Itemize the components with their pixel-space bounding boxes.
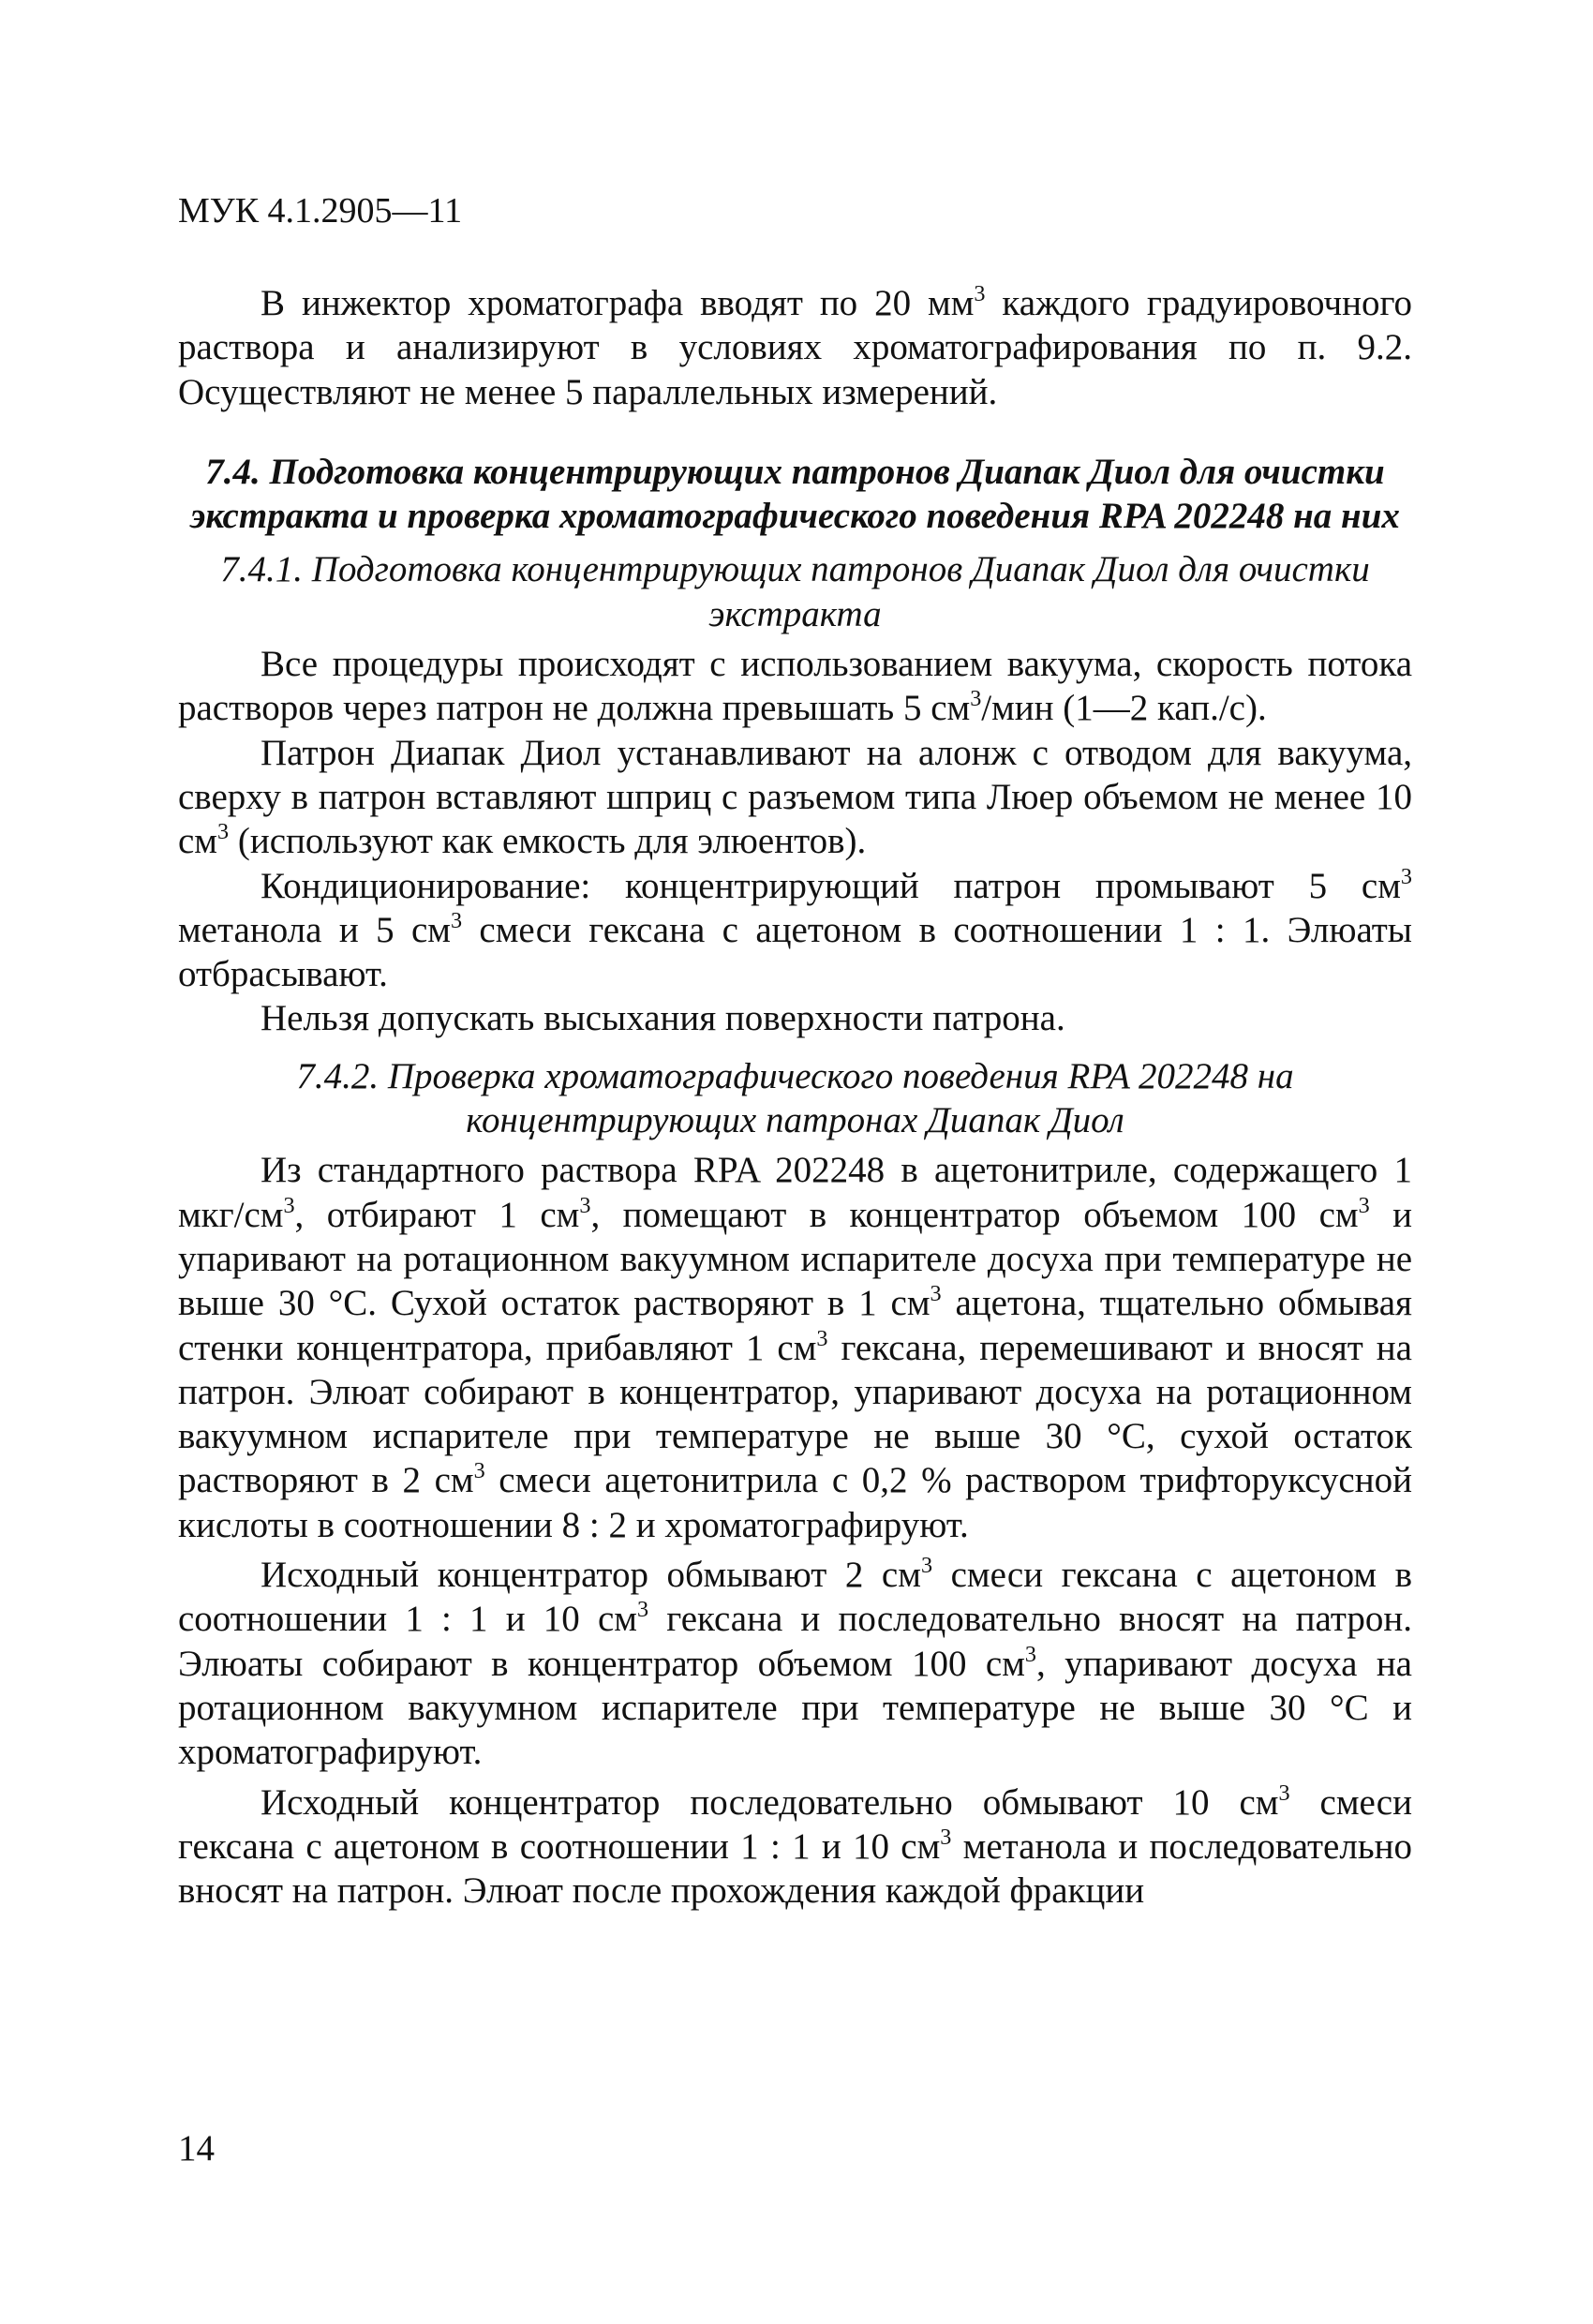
section-7-4-1-title: 7.4.1. Подготовка концентрирующих патронов Диапак Диол для очистки экстракта — [220, 549, 1370, 634]
page-number: 14 — [178, 2128, 215, 2168]
paragraph-no-drying: Нельзя допускать высыхания поверхности патрона. — [261, 998, 1065, 1039]
body-text — [178, 281, 1412, 1913]
paragraph-standard-solution: Из стандартного раствора RPA 202248 в ацетонитриле, содержащего 1 мкг/$см^3$, отбирают 1 $см^3$, помещают в концентратор объемом 100 $см^3$ и упаривают на ротационном вакуумном испарителе досуха при температуре не выше 30 °С. Сухой остаток растворяют в 1 $см^3$ ацетона, тщательно обмывая стенки концентратора, прибавляют 1 $см^3$ гексана, перемешивают и вносят на патрон. Элюат собирают в концентратор, упаривают досуха на ротационном вакуумном испарителе при температуре не выше 30 °С, сухой остаток растворяют в 2 $см^3$ смеси ацетонитрила с 0,2 % раствором трифторуксусной кислоты в соотношении 8 : 2 и хроматографируют. — [178, 1150, 1413, 1545]
intro-paragraph: В инжектор хроматографа вводят по 20 $мм^3$ каждого градуировочного раствора и анализируют в условиях хроматографирования по п. 9.2. Осуществляют не менее 5 параллельных измерений. — [178, 281, 1413, 412]
section-7-4-title: 7.4. Подготовка концентрирующих патронов Диапак Диол для очистки экстракта и проверка хроматографического поведения RPA 202248 на них — [190, 451, 1400, 537]
paragraph-conditioning: Кондиционирование: концентрирующий патрон промывают 5 $см^3$ метанола и 5 $см^3$ смеси гексана с ацетоном в соотношении 1 : 1. Элюаты отбрасывают. — [178, 863, 1412, 995]
paragraph-rinse-methanol: Исходный концентратор последовательно обмывают 10 $см^3$ смеси гексана с ацетоном в соотношении 1 : 1 и 10 $см^3$ метанола и последовательно вносят на патрон. Элюат после прохождения каждой фракции — [178, 1780, 1412, 1912]
paragraph-cartridge-setup: Патрон Диапак Диол устанавливают на алонж с отводом для вакуума, сверху в патрон вставляют шприц с разъемом типа Люер объемом не менее 10 $см^3$ (используют как емкость для элюентов). — [178, 732, 1412, 862]
paragraph-vacuum: Все процедуры происходят с использованием вакуума, скорость потока растворов через патрон не должна превышать 5 $см^3$/мин (1—2 кап./с). — [178, 644, 1412, 729]
running-header: МУК 4.1.2905—11 — [178, 191, 463, 231]
section-7-4-2-title: 7.4.2. Проверка хроматографического поведения RPA 202248 на концентрирующих патронах Диапак Диол — [296, 1055, 1294, 1141]
paragraph-rinse-hexane: Исходный концентратор обмывают 2 $см^3$ смеси гексана с ацетоном в соотношении 1 : 1 и 10 $см^3$ гексана и последовательно вносят на патрон. Элюаты собирают в концентратор объемом 100 $см^3$, упаривают досуха на ротационном вакуумном испарителе при температуре не выше 30 °С и хроматографируют. — [178, 1553, 1412, 1773]
